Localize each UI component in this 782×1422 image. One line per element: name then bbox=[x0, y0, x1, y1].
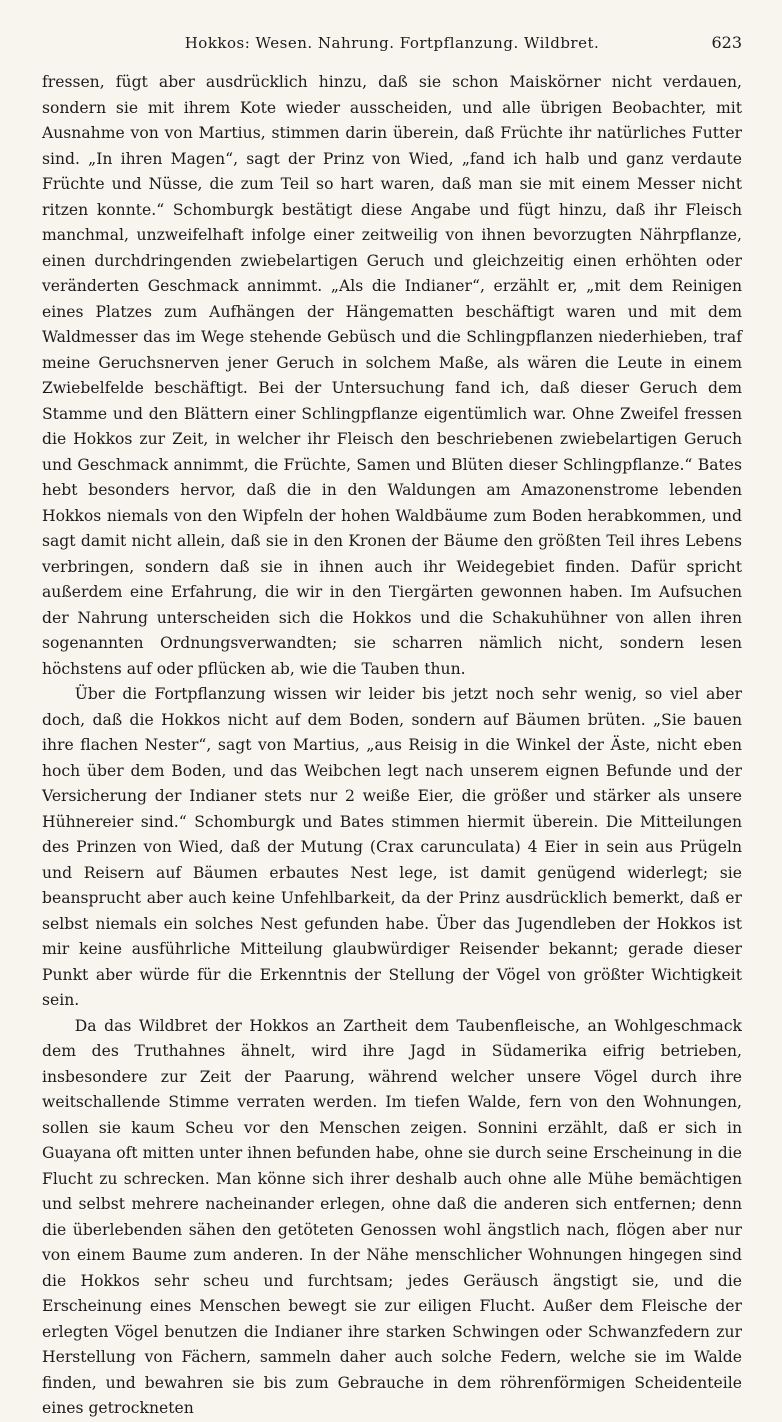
paragraph-1: fressen, fügt aber ausdrücklich hinzu, daß sie schon Maiskörner nicht verdauen, sondern sie mit ihrem Kote wieder ausscheiden, und alle übrigen Beobachter, mit Ausnahme von von Martius, stimmen darin überein, daß Früchte ihr natürliches Futter sind. „In ihren Magen“, sagt der Prinz von Wied, „fand ich halb und ganz verdaute Früchte und Nüsse, die zum Teil so hart waren, daß man sie mit einem Messer nicht ritzen konnte.“ Schomburgk bestätigt diese Angabe und fügt hinzu, daß ihr Fleisch manchmal, unzweifelhaft infolge einer zeitweilig von ihnen bevorzugten Nährpflanze, einen durchdringenden zwiebelartigen Geruch und gleichzeitig einen erhöhten oder veränderten Geschmack annimmt. „Als die Indianer“, erzählt er, „mit dem Reinigen eines Platzes zum Aufhängen der Hängematten beschäftigt waren und mit dem Waldmesser das im Wege stehende Gebüsch und die Schlingpflanzen niederhieben, traf meine Geruchsnerven jener Geruch in solchem Maße, als wären die Leute in einem Zwiebelfelde beschäftigt. Bei der Untersuchung fand ich, daß dieser Geruch dem Stamme und den Blättern einer Schlingpflanze eigentümlich war. Ohne Zweifel fressen die Hokkos zur Zeit, in welcher ihr Fleisch den beschriebenen zwiebelartigen Geruch und Geschmack annimmt, die Früchte, Samen und Blüten dieser Schlingpflanze.“ Bates hebt besonders hervor, daß die in den Waldungen am Amazonenstrome lebenden Hokkos niemals von den Wipfeln der hohen Waldbäume zum Boden herabkommen, und sagt damit nicht allein, daß sie in den Kronen der Bäume den größten Teil ihres Lebens verbringen, sondern daß sie in ihnen auch ihr Weidegebiet finden. Dafür spricht außerdem eine Erfahrung, die wir in den Tiergärten gewonnen haben. Im Aufsuchen der Nahrung unterscheiden sich die Hokkos und die Schakuhühner von allen ihren sogenannten Ordnungsverwandten; sie scharren nämlich nicht, sondern lesen höchstens auf oder pflücken ab, wie die Tauben thun. bbox=[42, 73, 742, 678]
body-text bbox=[42, 70, 742, 1422]
page-number: 623 bbox=[711, 33, 742, 52]
paragraph-2: Über die Fortpflanzung wissen wir leider bis jetzt noch sehr wenig, so viel aber doch, daß die Hokkos nicht auf dem Boden, sondern auf Bäumen brüten. „Sie bauen ihre flachen Nester“, sagt von Martius, „aus Reisig in die Winkel der Äste, nicht eben hoch über dem Boden, und das Weibchen legt nach unserem eignen Befunde und der Versicherung der Indianer stets nur 2 weiße Eier, die größer und stärker als unsere Hühnereier sind.“ Schomburgk und Bates stimmen hiermit überein. Die Mitteilungen des Prinzen von Wied, daß der Mutung (Crax carunculata) 4 Eier in sein aus Prügeln und Reisern auf Bäumen erbautes Nest lege, ist damit genügend widerlegt; sie beansprucht aber auch keine Unfehlbarkeit, da der Prinz ausdrücklich bemerkt, daß er selbst niemals ein solches Nest gefunden habe. Über das Jugendleben der Hokkos ist mir keine ausführliche Mitteilung glaubwürdiger Reisender bekannt; gerade dieser Punkt aber würde für die Erkenntnis der Stellung der Vögel von größter Wichtigkeit sein. bbox=[42, 685, 742, 1009]
paragraph-3: Da das Wildbret der Hokkos an Zartheit dem Taubenfleische, an Wohlgeschmack dem des Truthahnes ähnelt, wird ihre Jagd in Südamerika eifrig betrieben, insbesondere zur Zeit der Paarung, während welcher unsere Vögel durch ihre weitschallende Stimme verraten werden. Im tiefen Walde, fern von den Wohnungen, sollen sie kaum Scheu vor den Menschen zeigen. Sonnini erzählt, daß er sich in Guayana oft mitten unter ihnen befunden habe, ohne sie durch seine Erscheinung in die Flucht zu schrecken. Man könne sich ihrer deshalb auch ohne alle Mühe bemächtigen und selbst mehrere nacheinander erlegen, ohne daß die anderen sich entfernen; denn die überlebenden sähen den getöteten Genossen wohl ängstlich nach, flögen aber nur von einem Baume zum anderen. In der Nähe menschlicher Wohnungen hingegen sind die Hokkos sehr scheu und furchtsam; jedes Geräusch ängstigt sie, und die Erscheinung eines Menschen bewegt sie zur eiligen Flucht. Außer dem Fleische der erlegten Vögel benutzen die Indianer ihre starken Schwingen oder Schwanzfedern zur Herstellung von Fächern, sammeln daher auch solche Federn, welche sie im Walde finden, und bewahren sie bis zum Gebrauche in dem röhrenförmigen Scheidenteile eines getrockneten bbox=[42, 1016, 742, 1417]
page-header bbox=[42, 30, 742, 56]
book-page bbox=[42, 30, 742, 1417]
running-head: Hokkos: Wesen. Nahrung. Fortpflanzung. Wildbret. bbox=[184, 34, 600, 52]
